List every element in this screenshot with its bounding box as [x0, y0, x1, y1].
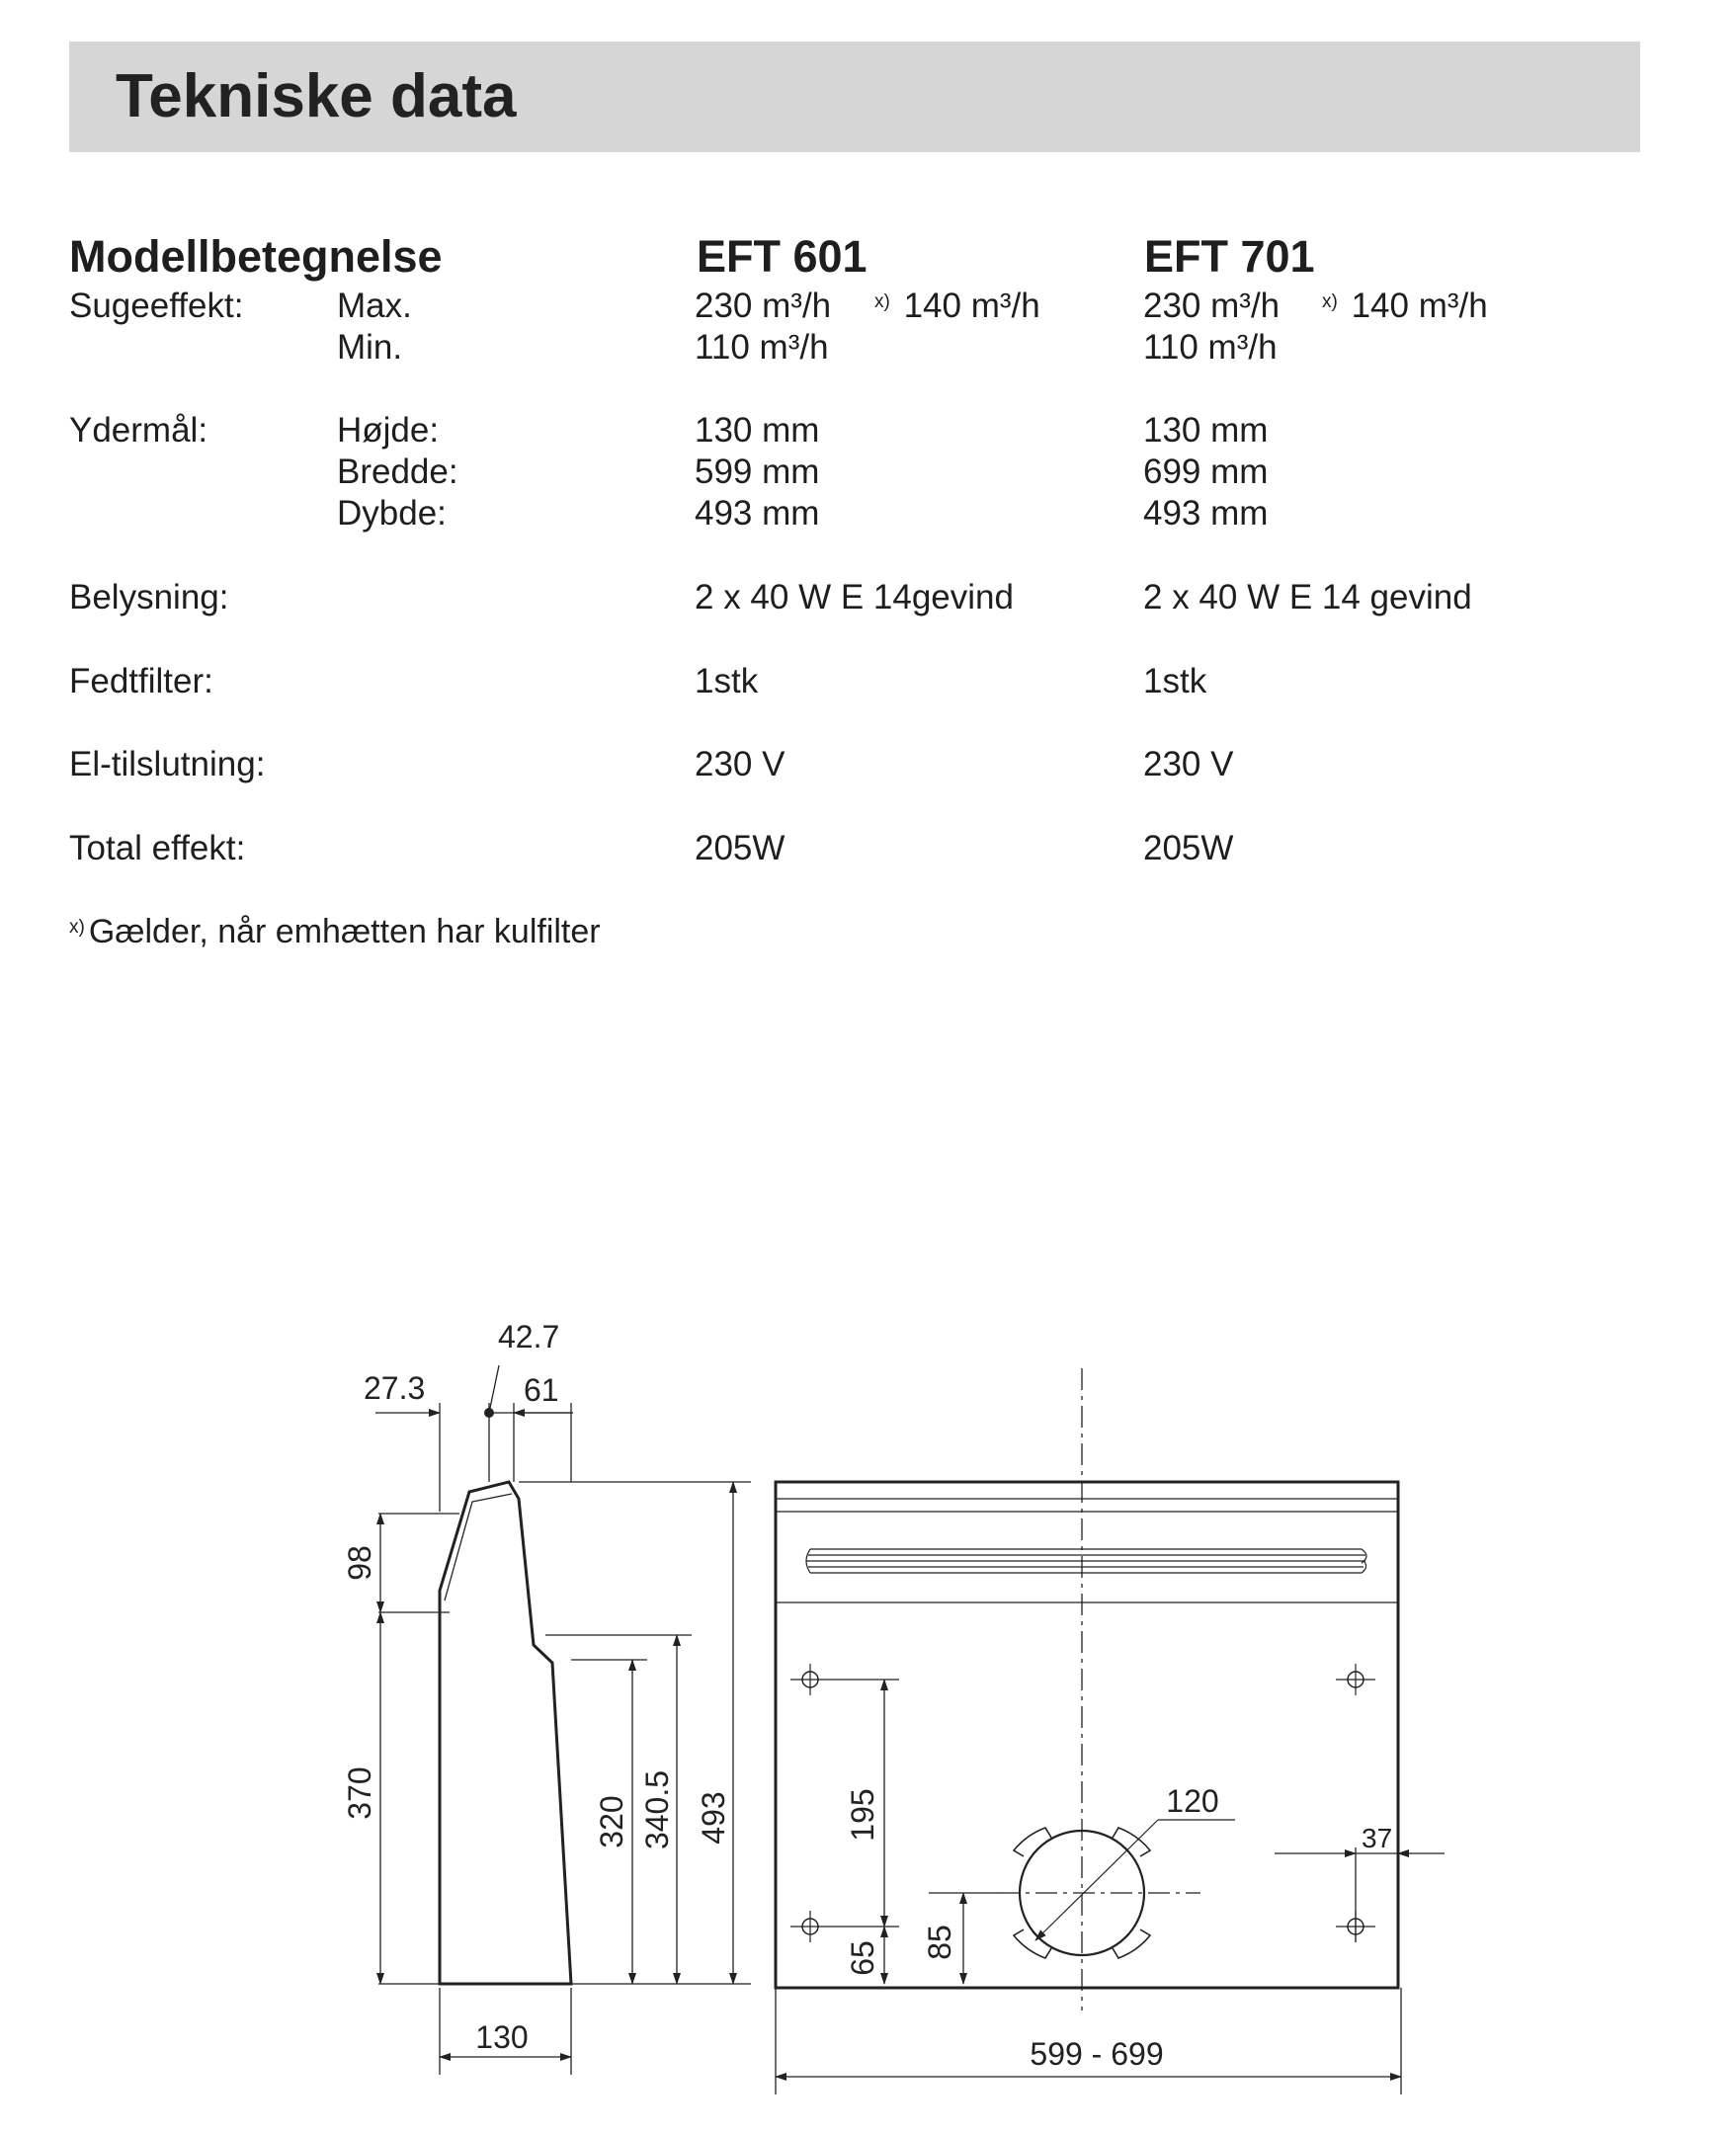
eft601-width: 599 mm: [695, 452, 820, 491]
eft601-min-value: 110 m³/h: [695, 328, 829, 367]
side-view: [375, 1365, 751, 2075]
width-label: Bredde:: [337, 452, 458, 491]
eft701-power: 230 V: [1143, 745, 1234, 783]
model-eft701-heading: EFT 701: [1144, 231, 1315, 282]
dim-599-699: 599 - 699: [1030, 2036, 1164, 2072]
eft601-max-value: 230 m³/h: [695, 287, 832, 325]
eft701-height: 130 mm: [1143, 411, 1269, 450]
suction-label: Sugeeffekt:: [69, 287, 244, 325]
eft701-min-value: 110 m³/h: [1143, 328, 1278, 367]
eft701-total: 205W: [1143, 829, 1234, 867]
eft701-lighting: 2 x 40 W E 14 gevind: [1143, 578, 1472, 616]
filter-label: Fedtfilter:: [69, 662, 213, 700]
dim-195: 195: [845, 1788, 880, 1842]
dim-65: 65: [845, 1940, 880, 1976]
dim-42-7: 42.7: [498, 1319, 560, 1354]
max-label: Max.: [337, 287, 412, 325]
depth-label: Dybde:: [337, 494, 447, 533]
dim-130: 130: [475, 2019, 529, 2055]
dim-98: 98: [342, 1545, 377, 1581]
dim-85: 85: [922, 1925, 957, 1960]
footnote: $^{x)}$ Gælder, når emhætten har kulfilter: [69, 913, 601, 950]
dim-120: 120: [1166, 1783, 1219, 1819]
eft701-filter: 1stk: [1143, 662, 1207, 700]
height-label: Højde:: [337, 411, 440, 450]
power-label: El-tilslutning:: [69, 745, 266, 783]
dim-370: 370: [342, 1766, 377, 1820]
min-label: Min.: [337, 328, 403, 367]
total-label: Total effekt:: [69, 829, 246, 867]
eft701-max-value: 230 m³/h: [1143, 287, 1281, 325]
dims-label: Ydermål:: [69, 411, 208, 450]
side-view-labels: [342, 1319, 731, 2055]
page-title: Tekniske data: [116, 62, 517, 130]
eft601-max-filter-value: $^{x)}$ 140 m³/h: [874, 287, 1040, 325]
dim-37: 37: [1362, 1823, 1393, 1853]
dim-61: 61: [524, 1372, 559, 1408]
dim-27-3: 27.3: [364, 1370, 426, 1406]
model-eft601-heading: EFT 601: [697, 231, 868, 282]
eft701-width: 699 mm: [1143, 452, 1269, 491]
front-view-labels: [845, 1783, 1392, 2072]
eft601-lighting: 2 x 40 W E 14gevind: [695, 578, 1014, 616]
eft601-depth: 493 mm: [695, 494, 820, 533]
dim-493: 493: [696, 1791, 731, 1845]
lighting-label: Belysning:: [69, 578, 229, 616]
eft601-height: 130 mm: [695, 411, 820, 450]
dim-340-5: 340.5: [639, 1769, 675, 1850]
eft701-depth: 493 mm: [1143, 494, 1269, 533]
eft701-max-filter-value: $^{x)}$ 140 m³/h: [1322, 287, 1488, 325]
eft601-total: 205W: [695, 829, 785, 867]
dim-320: 320: [594, 1795, 629, 1848]
eft601-filter: 1stk: [695, 662, 759, 700]
front-view: [776, 1368, 1445, 2094]
table-heading-label: Modellbetegnelse: [69, 231, 443, 282]
eft601-power: 230 V: [695, 745, 785, 783]
